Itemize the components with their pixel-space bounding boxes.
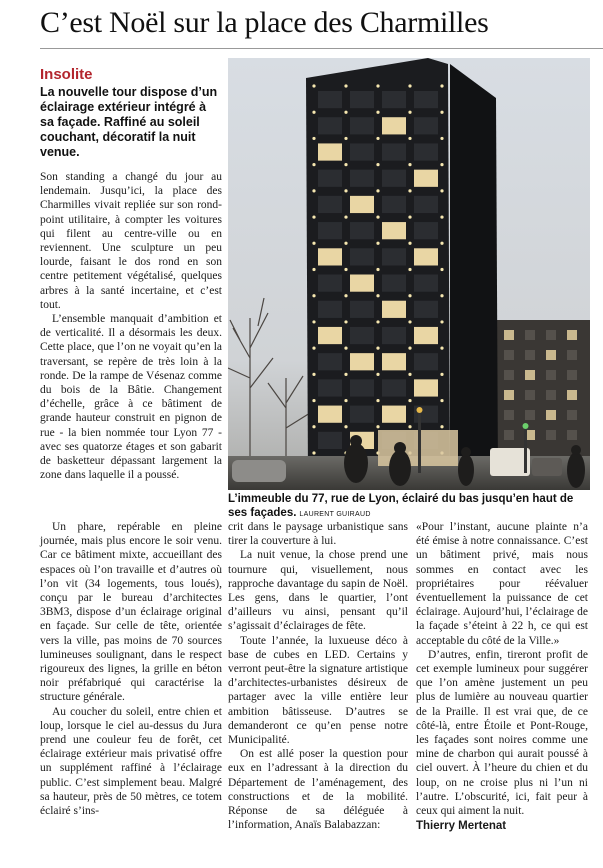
led-light: [312, 189, 315, 192]
led-light: [440, 84, 443, 87]
tower-window: [382, 248, 406, 265]
led-light: [344, 373, 347, 376]
tower-window: [414, 143, 438, 160]
led-light: [376, 84, 379, 87]
tower-window: [318, 248, 342, 265]
led-light: [440, 215, 443, 218]
led-light: [376, 268, 379, 271]
led-light: [376, 111, 379, 114]
neighbor-window: [525, 390, 535, 400]
led-light: [440, 373, 443, 376]
paragraph: Au coucher du soleil, entre chien et loup, lorsque le ciel au-dessus du Jura prend une couleur feu de forêt, cet éclairage extérieur mais privatisé offre un supplément raffiné à l’éclairage public. C’est simplement beau. Malgré sa hauteur, près de 50 mètres, ce totem éclairé s’ins-: [40, 705, 222, 818]
led-light: [376, 347, 379, 350]
column-2: [40, 520, 222, 818]
paragraph: Un phare, repérable en pleine journée, mais plus encore le soir venu. Car ce bâtiment mixte, accueillant des espaces où l’on travaille et d’autres où l’on vit (34 logements, tous loués), conçu par le bureau d’architectes 3BM3, dispose d’un éclairage original en façade. Sur celle de tête, orientée vers la ville, pas moins de 70 sources lumineuses soulignant, dans le respect rigoureux des lignes, la grille en béton noir préfabriqué qui caractérise la structure générale.: [40, 521, 222, 704]
led-light: [312, 425, 315, 428]
led-light: [312, 347, 315, 350]
tower-window: [350, 222, 374, 239]
tower-photo: [228, 58, 590, 490]
paragraph: D’autres, enfin, tireront profit de cet exemple lumineux pour suggérer que l’on amène justement un peu plus de lumière au nouveau quartier de la Praille. Il est vrai que, de ce côté-là, entre Étoile et Pont-Rouge, les façades sont noires comme une mine de charbon qui aurait poussé à ciel ouvert. À l’heure du chien et du loup, on ne croise plus ni l’un ni l’autre. L’obscurité, ici, fait peur à ceux qui aiment la nuit.: [416, 648, 588, 818]
led-light: [408, 215, 411, 218]
tower-window: [318, 91, 342, 108]
tower-window: [350, 406, 374, 423]
tower-window: [350, 353, 374, 370]
neighbor-window: [525, 370, 535, 380]
led-light: [312, 399, 315, 402]
neighbor-window: [567, 430, 577, 440]
led-light: [408, 111, 411, 114]
tower-window: [382, 91, 406, 108]
tower-window: [414, 327, 438, 344]
tower-side: [450, 64, 498, 478]
led-light: [440, 189, 443, 192]
led-light: [408, 347, 411, 350]
neighbor-window: [546, 390, 556, 400]
tower-window: [350, 196, 374, 213]
neighbor-window: [546, 370, 556, 380]
led-light: [408, 84, 411, 87]
led-light: [344, 294, 347, 297]
led-light: [376, 242, 379, 245]
tower-window: [414, 222, 438, 239]
tower-window: [350, 301, 374, 318]
led-light: [312, 163, 315, 166]
tower-window: [382, 353, 406, 370]
led-light: [440, 294, 443, 297]
led-light: [344, 320, 347, 323]
led-light: [312, 294, 315, 297]
tower-window: [350, 91, 374, 108]
led-light: [440, 242, 443, 245]
chapeau: La nouvelle tour dispose d’un éclairage extérieur intégré à sa façade. Raffiné au soleil couchant, décoratif la nuit venue.: [40, 85, 218, 159]
paragraph: crit dans le paysage urbanistique sans tirer la couverture à lui.: [228, 521, 408, 548]
led-light: [312, 373, 315, 376]
tower-window: [318, 432, 342, 449]
led-light: [408, 425, 411, 428]
tower-window: [318, 353, 342, 370]
paragraph: L’ensemble manquait d’ambition et de verticalité. Il a désormais les deux. Cette place, que l’on ne voyait qu’en la traversant, se repère de très loin à la ronde. De la rampe de Vésenaz comme du bois de la Bâtie. Changement d’échelle, grâce à ce bâtiment de grande hauteur construit en pignon de rue - la bien nommée tour Lyon 77 - avec ses quatorze étages et son gabarit de basketteur dépassant largement la zone dans laquelle il a poussé.: [40, 313, 222, 482]
led-light: [344, 268, 347, 271]
tower-window: [350, 117, 374, 134]
led-light: [408, 242, 411, 245]
led-light: [440, 163, 443, 166]
led-light: [408, 320, 411, 323]
led-light: [440, 425, 443, 428]
led-light: [312, 215, 315, 218]
neighbor-window: [525, 350, 535, 360]
led-light: [344, 189, 347, 192]
neighbor-window: [567, 390, 577, 400]
led-light: [408, 294, 411, 297]
neighbor-window: [525, 410, 535, 420]
led-light: [312, 84, 315, 87]
led-light: [376, 215, 379, 218]
led-light: [344, 163, 347, 166]
neighbor-window: [504, 430, 514, 440]
photo-caption: [228, 492, 590, 522]
neighbor-window: [546, 410, 556, 420]
tower-illustration: [228, 58, 590, 490]
neighbor-window: [567, 410, 577, 420]
tower-window: [382, 222, 406, 239]
tower-window: [350, 327, 374, 344]
paragraph: On est allé poser la question pour eux en l’adressant à la direction du Département de l’aménagement, des constructions et de la mobilité. Réponse de sa déléguée à l’information, Anaïs Balabazzan:: [228, 748, 408, 832]
led-light: [344, 215, 347, 218]
tower-window: [382, 406, 406, 423]
paragraph: La nuit venue, la chose prend une tournure qui, visuellement, nous rapproche davantage du sapin de Noël. Les gens, dans le quartier, l’ont d’ailleurs vu ainsi, pensant qu’il s’agissait d’éclairages de fête.: [228, 549, 408, 633]
kicker: Insolite: [40, 66, 93, 83]
led-light: [440, 111, 443, 114]
led-light: [312, 137, 315, 140]
tower-window: [318, 406, 342, 423]
neighbor-window: [525, 330, 535, 340]
led-light: [376, 189, 379, 192]
caption-text: L’immeuble du 77, rue de Lyon, éclairé du bas jusqu’en haut de ses façades.: [228, 493, 574, 519]
led-light: [344, 137, 347, 140]
led-light: [440, 347, 443, 350]
tower-window: [414, 275, 438, 292]
neighbor-window: [546, 330, 556, 340]
led-light: [376, 320, 379, 323]
tower-window: [414, 353, 438, 370]
led-light: [344, 242, 347, 245]
column-1: [40, 170, 222, 482]
neighbor-window: [504, 330, 514, 340]
led-light: [312, 451, 315, 454]
led-light: [408, 189, 411, 192]
neighbor-window: [504, 390, 514, 400]
led-light: [312, 111, 315, 114]
tower-window: [414, 379, 438, 396]
led-light: [408, 268, 411, 271]
led-light: [344, 347, 347, 350]
tower-window: [414, 248, 438, 265]
led-light: [312, 320, 315, 323]
headline: C’est Noël sur la place des Charmilles: [40, 6, 489, 39]
lead-block: [40, 66, 220, 160]
tower-window: [318, 196, 342, 213]
tower-window: [318, 170, 342, 187]
led-light: [408, 163, 411, 166]
tower-window: [350, 170, 374, 187]
tower-window: [382, 301, 406, 318]
tower-window: [382, 275, 406, 292]
led-light: [408, 373, 411, 376]
author-signature: Thierry Mertenat: [416, 820, 507, 833]
led-light: [376, 425, 379, 428]
tower-window: [318, 143, 342, 160]
tower-window: [382, 327, 406, 344]
tower-window: [382, 379, 406, 396]
led-light: [344, 399, 347, 402]
led-light: [312, 242, 315, 245]
tower-window: [318, 222, 342, 239]
neighbor-window: [567, 370, 577, 380]
led-light: [376, 373, 379, 376]
tower-window: [350, 379, 374, 396]
led-light: [408, 399, 411, 402]
tower-window: [318, 327, 342, 344]
led-light: [440, 399, 443, 402]
tower-window: [414, 170, 438, 187]
led-light: [408, 137, 411, 140]
paragraph: Toute l’année, la luxueuse déco à base de cubes en LED. Certains y verront peut-être la signature artistique d’architectes-urbanistes désireux de partager avec la ville entière leur ambition bâtisseuse. D’autres se demanderont ce qu’en pense notre Municipalité.: [228, 634, 408, 747]
tower-window: [382, 143, 406, 160]
photo-credit: LAURENT GUIRAUD: [299, 511, 371, 518]
led-light: [440, 268, 443, 271]
tower-window: [414, 91, 438, 108]
tower-window: [350, 143, 374, 160]
neighbor-window: [504, 370, 514, 380]
tower-window: [318, 301, 342, 318]
neighbor-window: [567, 350, 577, 360]
headline-rule: [40, 48, 603, 49]
tower-window: [382, 196, 406, 213]
led-light: [312, 268, 315, 271]
led-light: [376, 137, 379, 140]
neighbor-window: [546, 350, 556, 360]
led-light: [344, 111, 347, 114]
tower-window: [414, 196, 438, 213]
led-light: [376, 294, 379, 297]
tower-window: [318, 275, 342, 292]
column-4: [416, 520, 588, 833]
led-light: [440, 137, 443, 140]
led-light: [344, 84, 347, 87]
led-light: [440, 320, 443, 323]
paragraph: «Pour l’instant, aucune plainte n’a été émise à notre connaissance. C’est un bâtiment privé, mais nous sommes en contact avec les propriétaires pour réévaluer éventuellement la puissance de cet éclairage. Aujourd’hui, l’éclairage de la façade s’éteint à 22 h, ce qui est acceptable du côté de la Ville.»: [416, 521, 588, 647]
tower-window: [350, 248, 374, 265]
tower-window: [382, 117, 406, 134]
paragraph: Son standing a changé du jour au lendemain. Jusqu’ici, la place des Charmilles vivait repliée sur son rond-point utilitaire, à compter les voitures qui filent au centre-ville ou en reviennent. Une sculpture un peu lourde, faisant le dos rond en son centre petitement végétalisé, quelques arbres à la santé incertaine, et c’est tout.: [40, 171, 222, 311]
neighbor-window: [567, 330, 577, 340]
neighbor-window: [546, 430, 556, 440]
tower-window: [318, 379, 342, 396]
neighbor-window: [504, 350, 514, 360]
tower-window: [350, 275, 374, 292]
tower-window: [414, 117, 438, 134]
led-light: [376, 163, 379, 166]
led-light: [344, 425, 347, 428]
tower-window: [318, 117, 342, 134]
column-3: [228, 520, 408, 832]
tower-window: [382, 170, 406, 187]
neighbor-window: [504, 410, 514, 420]
led-light: [376, 399, 379, 402]
tower-window: [414, 301, 438, 318]
